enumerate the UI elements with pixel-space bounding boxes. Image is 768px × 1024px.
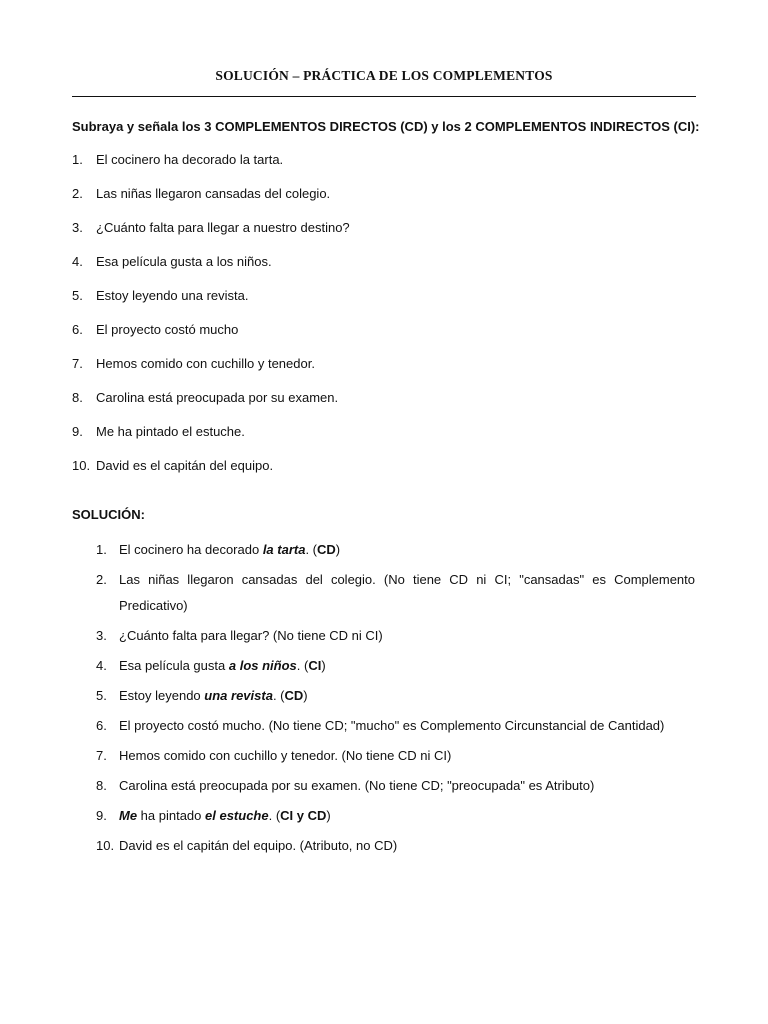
solution-number: 9. (96, 808, 107, 823)
solution-heading: SOLUCIÓN: (72, 507, 145, 522)
solution-text (119, 803, 695, 829)
exercise-number: 8. (72, 390, 83, 405)
solution-text: Carolina está preocupada por su examen. (No tiene CD; "preocupada" es Atributo) (119, 778, 595, 793)
exercise-list (72, 151, 696, 491)
solution-item (96, 623, 695, 649)
exercise-item (72, 423, 696, 457)
solution-text-part: El cocinero ha decorado (119, 542, 263, 557)
solution-item (96, 567, 695, 619)
exercise-item (72, 389, 696, 423)
solution-number: 1. (96, 542, 107, 557)
exercise-item (72, 219, 696, 253)
complement-tag: CD (317, 542, 336, 557)
solution-text-part: . ( (296, 658, 309, 673)
exercise-number: 5. (72, 288, 83, 303)
exercise-text: El cocinero ha decorado la tarta. (96, 152, 284, 167)
exercise-item (72, 321, 696, 355)
exercise-number: 2. (72, 186, 83, 201)
solution-item (96, 833, 695, 859)
exercise-number: 4. (72, 254, 83, 269)
solution-number: 10. (96, 838, 115, 853)
exercise-number: 7. (72, 356, 83, 371)
exercise-item (72, 151, 696, 185)
exercise-number: 9. (72, 424, 83, 439)
exercise-text: Estoy leyendo una revista. (96, 288, 249, 303)
exercise-number: 1. (72, 152, 83, 167)
solution-number: 6. (96, 718, 107, 733)
solution-item (96, 743, 695, 769)
solution-text-part: Estoy leyendo (119, 688, 205, 703)
solution-item (96, 653, 695, 679)
solution-item (96, 803, 695, 829)
solution-text-part: Esa película gusta (119, 658, 229, 673)
complement-tag: CI y CD (280, 808, 327, 823)
solution-number: 4. (96, 658, 107, 673)
exercise-text: ¿Cuánto falta para llegar a nuestro destino? (96, 220, 350, 235)
exercise-item (72, 253, 696, 287)
highlighted-complement: una revista (204, 688, 273, 703)
exercise-number: 3. (72, 220, 83, 235)
solution-text (119, 653, 695, 679)
solution-number: 7. (96, 748, 107, 763)
exercise-text: El proyecto costó mucho (96, 322, 239, 337)
solution-text-part: ) (321, 658, 326, 673)
solution-text-part: . ( (272, 688, 285, 703)
solution-text: El proyecto costó mucho. (No tiene CD; "mucho" es Complemento Circunstancial de Cantidad) (119, 718, 665, 733)
exercise-item (72, 457, 696, 491)
solution-number: 8. (96, 778, 107, 793)
exercise-text: Me ha pintado el estuche. (96, 424, 245, 439)
exercise-item (72, 287, 696, 321)
solution-text-part: ) (335, 542, 341, 557)
solution-text (119, 537, 695, 563)
exercise-text: Las niñas llegaron cansadas del colegio. (96, 186, 331, 201)
exercise-number: 10. (72, 458, 91, 473)
instruction-text: Subraya y señala los 3 COMPLEMENTOS DIRECTOS (CD) y los 2 COMPLEMENTOS INDIRECTOS (CI): (72, 119, 700, 134)
highlighted-complement: a los niños (228, 658, 297, 673)
exercise-item (72, 355, 696, 389)
document-title: SOLUCIÓN – PRÁCTICA DE LOS COMPLEMENTOS (215, 68, 553, 83)
complement-tag: CI (308, 658, 322, 673)
solution-text (119, 683, 695, 709)
solution-text: Hemos comido con cuchillo y tenedor. (No tiene CD ni CI) (119, 748, 452, 763)
solution-number: 5. (96, 688, 107, 703)
solution-item (96, 537, 695, 563)
solution-number: 3. (96, 628, 107, 643)
solution-text: Las niñas llegaron cansadas del colegio. (No tiene CD ni CI; "cansadas" es Complemento Predicativo) (119, 572, 695, 613)
title-divider (72, 96, 696, 97)
solution-number: 2. (96, 572, 107, 587)
complement-tag: CD (284, 688, 304, 703)
exercise-text: Carolina está preocupada por su examen. (96, 390, 339, 405)
solution-list (96, 541, 695, 867)
exercise-text: David es el capitán del equipo. (96, 458, 274, 473)
highlighted-complement: la tarta (262, 542, 306, 557)
solution-item (96, 713, 695, 739)
solution-text: David es el capitán del equipo. (Atributo, no CD) (119, 838, 398, 853)
solution-text-part: . ( (305, 542, 318, 557)
solution-text-part: . ( (268, 808, 281, 823)
solution-item (96, 773, 695, 799)
highlighted-complement: el estuche (205, 808, 269, 823)
exercise-number: 6. (72, 322, 83, 337)
highlighted-complement: Me (119, 808, 138, 823)
solution-text-part: ) (303, 688, 308, 703)
solution-text: ¿Cuánto falta para llegar? (No tiene CD ni CI) (119, 628, 383, 643)
exercise-item (72, 185, 696, 219)
exercise-text: Hemos comido con cuchillo y tenedor. (96, 356, 315, 371)
solution-item (96, 683, 695, 709)
solution-text-part: ha pintado (137, 808, 206, 823)
exercise-text: Esa película gusta a los niños. (96, 254, 272, 269)
solution-text-part: ) (326, 808, 331, 823)
